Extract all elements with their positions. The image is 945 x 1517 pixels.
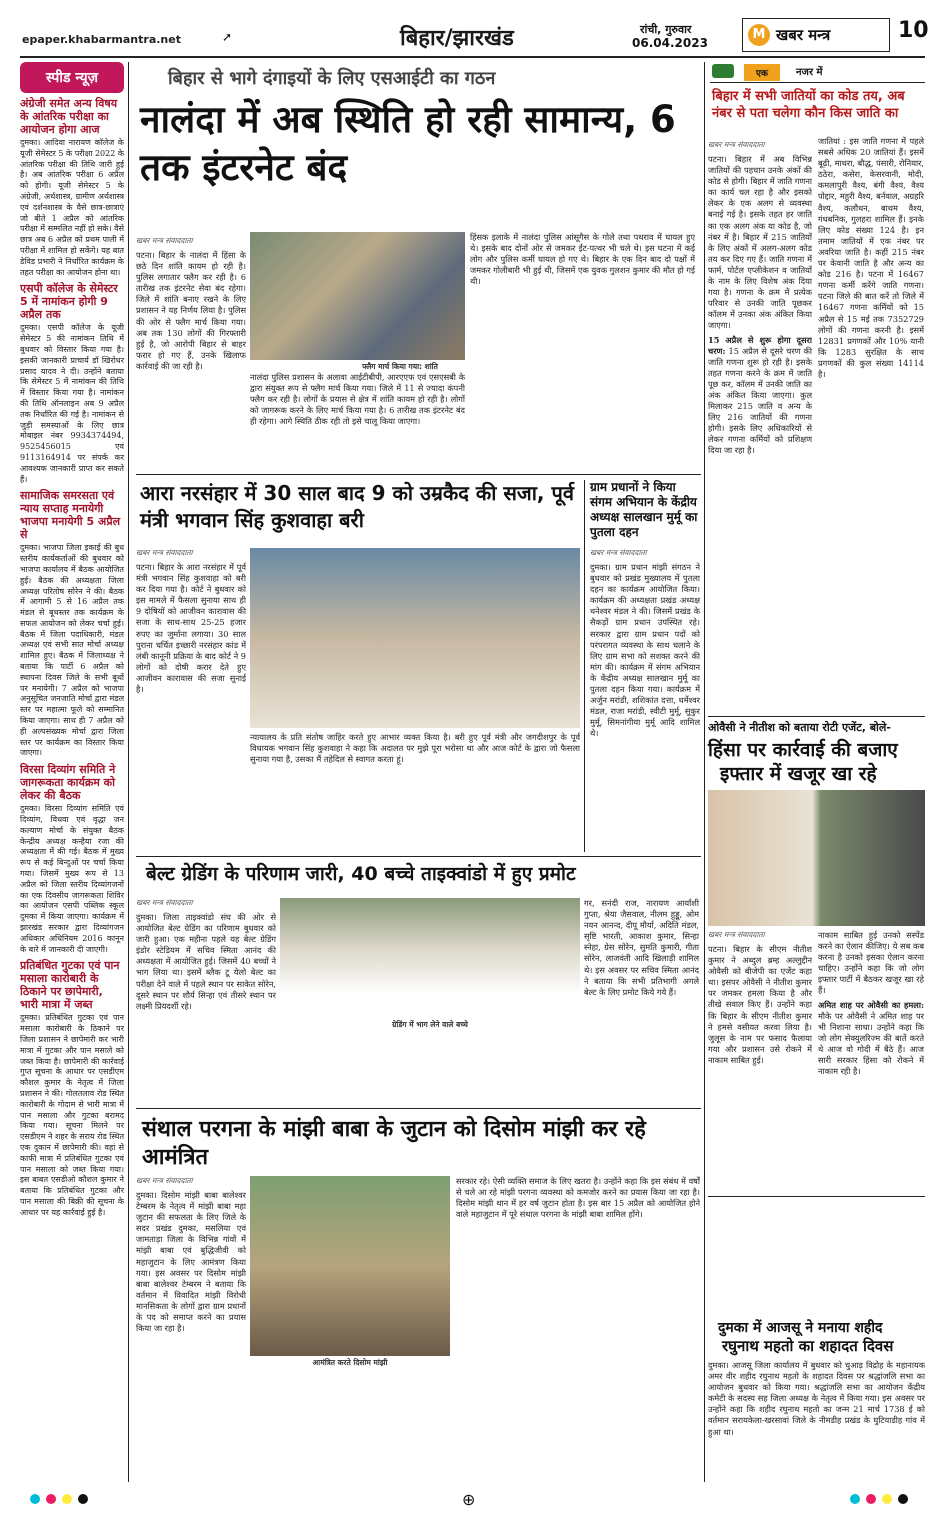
footer-registration-marks: [0, 1490, 945, 1510]
gram-text: दुमका। ग्राम प्रधान मांझी संगठन ने बुधवार को प्रखंड मुख्यालय में पुतला दहन का कार्यक्रम आयोजित किया। कार्यक्रम की अध्यक्षता प्रखंड अध्यक्ष धनेश्वर मंडल ने की। जिसमें प्रखंड के सैकड़ों ग्राम प्रधान उपस्थित रहे। सरकार द्वारा ग्राम प्रधान पदों को परंपरागत व्यवस्था के साथ चलाने के लिए ग्राम सभा को सशक्त करने की मांग की। कार्यक्रम में संगम अभियान के केंद्रीय अध्यक्ष सालखान मुर्मू का पुतला दहन किया गया। कार्यक्रम में अर्जुन मरांडी, शशिकांत दत्ता, धर्मेश्वर मंडल, राजा मरांडी, स्वीटी मुर्मू, सुकुर मुर्मू, सिमनांगीया मुर्मू आदि शामिल थे।: [590, 562, 700, 739]
speed-item-1: अंग्रेजी समेत अन्य विषय के आंतरिक परीक्षा का आयोजन होगा आज दुमका। आदिवा नारायण कॉलेज के यूजी सेमेस्टर 5 के परीक्षा 2022 के आंतरिक परीक्षा की तिथि जारी हुई है। अब आंतरिक परीक्षा 6 अप्रैल को होगी। यूजी सेमेस्टर 5 के अंग्रेजी, अर्थशास्त्र, ग्रामीण अर्थशास्त्र एवं दर्शनशास्त्र के वैसे छात्र-छात्राएं जो बीते 1 अप्रैल को आंतरिक परीक्षा में सम्मलित नहीं हो सके। वैसे छात्र अब 6 अप्रैल को प्रथम पाली में परीक्षा में शामिल हो सकेंगे। यह बात डेविड प्रभारी ने निर्धारित कार्यक्रम के तहत परीक्षा का आयोजन होना था।: [20, 97, 124, 277]
belt-caption: ग्रेडिंग में भाग लेने वाले बच्चे: [392, 1020, 468, 1029]
ara-byline: खबर मन्त्र संवाददाता: [136, 548, 193, 557]
ara-col1: पटना। बिहार के आरा नरसंहार में पूर्व मंत्री भगवान सिंह कुशवाहा को बरी कर दिया गया है। कोर्ट ने बुधवार को इस मामले में फैसला सुनाया साथ ही 9 दोषियों को आजीवन कारावास की सजा के साथ-साथ 25-25 हजार रुपए का जुर्माना लगाया। 30 साल पुराना चर्चित इच्छारी नरसंहार कांड में लंबी कानूनी प्रक्रिया के बाद कोर्ट ने 9 लोगों को दोषी करार देते हुए आजीवन कारावास की सजा सुनाई है।: [136, 562, 246, 695]
city-day: रांची, गुरुवार: [640, 23, 692, 36]
santhal-col2: सरकार रहे। ऐसी व्यक्ति समाज के लिए खतरा है। उन्होंने कहा कि इस संबंध में वर्षों से चले आ रहे मांझी परगना व्यवस्था को कमजोर करने का प्रयास किया जा रहा है। दिसोम मांझी थान में हर वर्ष जुटान होता है। इस बार 15 अप्रैल को आयोजित होने वाले महाजुटान में पूरे संथाल परगना के मांझी बाबा शामिल होंगे।: [456, 1176, 700, 1220]
owaisi-headline-2: हिंसा पर कार्रवाई की बजाए: [708, 739, 898, 761]
speed-item-4: विरसा दिव्यांग समिति ने जागरूकता कार्यक्रम को लेकर की बैठक दुमका। विरसा दिव्यांग समिति एवं दिव्यांग, विधवा एवं वृद्धा जन कल्याण मोर्चा के संयुक्त बैठक केन्द्रीय अध्यक्ष कन्हैया रजा की अध्यक्षता में की गई। बैठक में मुख्य रूप से कई बिन्दुओं पर चर्चा किया गया। जिसमें मुख्य रूप से 13 अप्रैल को जिला स्तरीय दिव्यांगजनों का एक दिवसीय जागरूकता शिविर का आयोजन एसपी पब्लिक स्कूल दुमका में किया जाएगा। कार्यक्रम में झारखंड सरकार द्वारा दिव्यांगजन अधिकार अधिनियम 2016 कानून के बारे में जानकारी दी जाएगी।: [20, 763, 124, 954]
owaisi-photo: [708, 790, 925, 926]
header-bar: [0, 0, 945, 58]
top-story-col3: हिंसक इलाके में नालंदा पुलिस आंसूगैस के गोले तथा पथराव में घायल हुए थे। इसके बाद दोनों ओर से जमकर ईंट-पत्थर भी चले थे। इस घटना में कई लोग और पुलिस कर्मी घायल हो गए थे। बिहार के एक दिन बाद दो पक्षों में जमकर गोलीबारी भी हुई थी, जिसमें एक युवक गुलशन कुमार की मौत हो गई थी।: [470, 232, 695, 287]
color-dot: [78, 1494, 88, 1504]
owaisi-rule: [708, 1196, 925, 1197]
color-dot: [30, 1494, 40, 1504]
cursor-icon: ➚: [222, 30, 233, 44]
raghunath-headline-2: रघुनाथ महतो का शहादत दिवस: [722, 1337, 894, 1355]
brand-name: खबर मन्त्र: [776, 26, 831, 44]
page-number: 10: [898, 18, 929, 43]
owaisi-headline-3: इफ्तार में खजूर खा रहे: [720, 763, 877, 785]
santhal-col1: दुमका। दिसोम मांझी बाबा बालेश्वर टेम्बरम के नेतृत्व में मांझी बाबा महा जुटान की सफलता के लिए जिले के सदर प्रखंड दुमका, मसलिया एवं जामताड़ा जिला के विभिन्न गांवों में मांझी बाबा एवं बुद्धिजीवी को महाजुटान के लिए आमंत्रण किया गया। इस अवसर पर दिसोम मांझी बाबा बालेश्वर टेम्बरम ने बताया कि वर्तमान में विवादित मांझी विरोधी मानसिकता के लोगों द्वारा ग्राम प्रधानों के पद को समाप्त करने का प्रयास किया जा रहा है।: [136, 1190, 246, 1334]
tag-ek: एक: [744, 64, 780, 81]
caste-headline: बिहार में सभी जातियों का कोड तय, अब नंबर से पता चलेगा कौन किस जाति का: [712, 89, 905, 121]
tag-rule: [710, 82, 925, 83]
speed-news-badge: स्पीड न्यूज़: [20, 62, 124, 93]
right-divider: [704, 62, 705, 1482]
tag-nazar: नजर में: [796, 67, 823, 78]
ara-rule: [136, 856, 701, 857]
caste-rule: [708, 716, 925, 717]
speed-item-2: एसपी कॉलेज के सेमेस्टर 5 में नामांकन होगी 9 अप्रैल तक दुमका। एसपी कॉलेज के यूजी सेमेस्टर 5 की नामांकन तिथि में बुधवार को विस्तार किया गया है। इसकी जानकारी प्राचार्य डॉ खिरोधर प्रसाद यादव ने दी। उन्होंने बताया कि सेमेस्टर 5 में नामांकन की तिथि में विस्तार किया गया है। नामांकन की तिथि ऑनलाइन अब 9 अप्रैल तक निर्धारित की गई है। नामांकन से जुड़ी समस्याओं के लिए छात्र मोबाइल नंबर 9934374494, 9525456015 एवं 9113164914 पर संपर्क कर आवश्यक जानकारी प्राप्त कर सकते हैं।: [20, 282, 124, 484]
top-story-byline: खबर मन्त्र संवाददाता: [136, 236, 193, 245]
owaisi-col2: नाकाम साबित हुई उनको सस्पेंड करने का ऐलान कीजिए। ये सब कब करना है उनको इसका ऐलान करना चाहिए। उन्होंने कहा कि जो लोग इफ्तार पार्टी में बैठकर खजूर खा रहे हैं। अमित शाह पर ओवैसी का हमला: मौके पर ओवैसी ने अमित शाह पर भी निशाना साधा। उन्होंने कहा कि जो लोग सेक्युलरिज्म की बातें करते थे आज वो गोदी में बैठे हैं। आज सारी सरकार हिंसा को रोकने में नाकाम रही है।: [818, 930, 924, 1077]
gram-byline: खबर मन्त्र संवाददाता: [590, 548, 647, 557]
speed-divider: [128, 62, 129, 1482]
brand-logo-icon: M: [748, 24, 770, 46]
color-dot: [898, 1494, 908, 1504]
owaisi-headline-1: ओवैसी ने नीतीश को बताया रोटी एजेंट, बोले-: [708, 721, 891, 734]
top-story-rule: [136, 474, 701, 475]
top-story-col2: नालंदा पुलिस प्रशासन के अलावा आईटीबीपी, आरएएफ एवं एसएसबी के द्वारा संयुक्त रूप से फ्लैग मार्च किया गया। जिले में 11 से ज्यादा कंपनी फ्लैग कर रही है। लोगों के प्रयास से क्षेत्र में शांति कायम हो रही है। लोगों को जागरूक करने के लिए मार्च किया गया है। 6 तारीख तक इंटरनेट बंद ही रहेगा। आगे स्थिति ठीक रही तो इसे चालू किया जाएगा।: [250, 372, 465, 427]
caste-byline: खबर मन्त्र संवाददाता: [708, 140, 765, 149]
ara-divider: [584, 480, 585, 852]
raghunath-text: दुमका। आजसू जिला कार्यालय में बुधवार को चुआड़ विद्रोह के महानायक अमर वीर शहीद रघुनाथ महतो के शहादत दिवस पर श्रद्धांजलि सभा का आयोजन बुधवार को किया गया। श्रद्धांजलि सभा का आयोजन केंद्रीय कमेटी के सदस्य सह जिला अध्यक्ष के नेतृत्व में किया गया। इस अवसर पर उन्होंने कहा कि शहीद रघुनाथ महतो का जन्म 21 मार्च 1738 ई को वर्तमान सरायकेला-खरसावां जिले के नीमडीह प्रखंड के घुटियाडीह गांव में हुआ था।: [708, 1360, 925, 1437]
color-dot: [850, 1494, 860, 1504]
belt-col1: दुमका। जिला ताइक्वांडो संघ की ओर से आयोजित बेल्ट ग्रेडिंग का परिणाम बुधवार को जारी हुआ। एक महीना पहले यह बेल्ट ग्रेडिंग इंडोर स्टेडियम में सचिव स्मिता आनंद की अध्यक्षता में आयोजित हुई। जिसमें 40 बच्चों ने भाग लिया था। इसमें ब्लैक टू येलो बेल्ट का परीक्षा देने वाले में पहले स्थान पर साकेत सोरेन, दूसरे स्थान पर शौर्य सिन्हा एवं तीसरे स्थान पर लक्ष्मी प्रियदर्शी रहे।: [136, 912, 276, 1011]
section-title: बिहार/झारखंड: [400, 26, 514, 51]
tag-new-icon: [712, 64, 734, 78]
belt-rule: [136, 1108, 701, 1109]
belt-photo: [280, 898, 580, 1018]
owaisi-byline: खबर मन्त्र संवाददाता: [708, 930, 765, 939]
ara-photo: [250, 548, 580, 728]
belt-col2: गर, सनंदी राज, नारायण आर्यांशी गुप्ता, श्रेया जैसवाल, नीलम हुड्डू, ओम नयन आनन्द, दीपू मौर्या, अदिति मंडल, सृष्टि भारती, आकाश कुमार, सिन्हा स्नेहा, ग्रेस सोरेन, सुमति कुमारी, गीता सोरेन, लाजवंती आदि खिलाड़ी शामिल थे। इस अवसर पर सचिव स्मिता आनंद ने बताया कि सभी प्रतिभागी अगले बेल्ट के लिए प्रमोट किये गये हैं।: [584, 898, 699, 997]
top-story-col1: पटना। बिहार के नालंदा में हिंसा के छठे दिन शांति कायम हो रही है। पुलिस लगातार फ्लैग कर रही है। 6 तारीख तक इंटरनेट सेवा बंद रहेगा। जिले में शांति बनाए रखने के लिए प्रशासन ने यह निर्णय लिया है। पुलिस की ओर से फ्लैग मार्च किया गया। अब तक 130 लोगों की गिरफ्तारी हुई है, जो आरोपी बिहार से बाहर फरार हो गए हैं, उनके खिलाफ कार्रवाई की जा रही है।: [136, 250, 246, 371]
speed-item-5: प्रतिबंधित गुटका एवं पान मसाला कारोबारी के ठिकाने पर छापेमारी, भारी मात्रा में जब्त दुमका। प्रतिबंधित गुटका एवं पान मसाला कारोबारी के ठिकाने पर जिला प्रशासन ने छापेमारी कर भारी मात्रा में गुटका और पान मसाले को जब्त किया है। छापेमारी की कार्रवाई गुप्त सूचना के आधार पर एसडीएम कौशल कुमार के नेतृत्व में जिला प्रशासन ने की। गोलतलाव रोड स्थित कारोबारी के गोदाम से भारी मात्रा में पान मसाला और गुटका बरामद किया गया। सूचना मिलने पर एसडीएम ने शहर के सराय रोड स्थित एक दुकान में छापेमारी की। वहां से काफी मात्रा में प्रतिबंधित गुटका एवं पान मसाला को जब्त किया गया। इस बाबत एसडीओ कौशल कुमार ने बताया कि प्रतिबंधित गुटका और पान मसाला की बिक्री की सूचना के आधार पर यह कार्रवाई हुई है।: [20, 959, 124, 1217]
color-dot: [882, 1494, 892, 1504]
belt-byline: खबर मन्त्र संवाददाता: [136, 898, 193, 907]
ara-col2: न्यायालय के प्रति संतोष जाहिर करते हुए आभार व्यक्त किया है। बरी हुए पूर्व मंत्री और जगदीशपुर के पूर्व विधायक भगवान सिंह कुशवाहा ने कहा कि अदालत पर मुझे पूरा भरोसा था और आज कोर्ट के द्वारा जो फैसला सुनाया गया है, उसका मैं तहेदिल से स्वागत करता हूं।: [250, 732, 580, 765]
header-rule: [20, 56, 925, 58]
top-story-caption: फ्लैग मार्च किया गया: शांति: [362, 362, 438, 371]
caste-col1: पटना। बिहार में अब विभिन्न जातियों की पहचान उनके अंकों की कोड से होगी। बिहार में जाति गणना का कार्य चल रहा है और इसको लेकर के एक अलग से व्यवस्था बनाई गई है। इसके तहत हर जाति का एक अलग अंक या कोड है, जो नंबर में है। बिहार में 215 जातियों के लिए अंकों में अलग-अलग कोड तय कर दिए गए हैं। जाति गणना में फार्म, पोर्टल एप्लीकेशन व जातियों के नाम के लिए विशेष अंक दिया गया है। गणना के क्रम में प्रत्येक परिवार से उनकी जाति पूछकर कॉलम में उनका अंक अंकित किया जाएगा। 15 अप्रैल से शुरू होगा दूसरा चरण: 15 अप्रैल से दूसरे चरण की जाति गणना शुरू हो रही है। इसके तहत गणना करने के क्रम में जाति पूछ कर, कॉलम में उनकी जाति का अंक अंकित किया जाएगा। कुल मिलाकर 215 जाति व अन्य के लिए 216 जातियों की गणना होगी। इसके लिए अधिकारियों से लेकर गणना कर्मियों को प्रशिक्षण दिया जा रहा है।: [708, 154, 812, 456]
santhal-photo: [250, 1176, 450, 1356]
caste-col2: जातियां : इस जाति गणना में पहले सबसे अधिक 20 जातियां हैं। इसमें बूढ़ी, माथरा, बौद्ध, पंसारी, रोनियार, ठठेरा, कसेरा, केसरवानी, मोदी, कमलापुरी वैश्य, बंगी वैश्य, वैश्य पोद्दार, महुरी वैश्य, बर्नवाल, अग्रहरि वैश्य, कलौधन, बाथम वैश्य, गंधबनिक, गुलहरा शामिल हैं। इनके लिए कोड संख्या 124 है। इन तमाम जातियों में एक नंबर पर अवरिया जाति है। कहीं 215 नंबर पर केवानी जाति है और अन्य का कोड 216 है। पटना में 16467 गणना कर्मी करेंगे जाति गणना। पटना जिले की बात करें तो जिले में 16467 गणना कर्मियों को 15 अप्रैल से 15 मई तक 7352729 लोगों की गणना करनी है। इसमें 12831 प्रगणकों और 10% यानी कि 1283 सुरक्षित के साथ प्रगणकों की कुल संख्या 14114 है।: [818, 136, 924, 379]
top-story-headline: नालंदा में अब स्थिति हो रही सामान्य, 6 तक इंटरनेट बंद: [140, 98, 676, 189]
speed-news-column: [20, 62, 124, 1482]
top-story-kicker: बिहार से भागे दंगाइयों के लिए एसआईटी का गठन: [168, 68, 496, 89]
top-story-photo: [250, 232, 465, 360]
issue-date: 06.04.2023: [632, 36, 708, 50]
gram-headline: ग्राम प्रधानों ने किया संगम अभियान के केंद्रीय अध्यक्ष सालखान मुर्मू का पुतला दहन: [590, 480, 698, 539]
website-url[interactable]: epaper.khabarmantra.net: [22, 33, 181, 46]
color-dot: [46, 1494, 56, 1504]
registration-icon: ⊕: [462, 1490, 476, 1509]
santhal-caption: आमंत्रित करते दिसोम मांझी: [312, 1358, 388, 1367]
raghunath-headline-1: दुमका में आजसू ने मनाया शहीद: [718, 1320, 883, 1336]
santhal-byline: खबर मन्त्र संवाददाता: [136, 1176, 193, 1185]
santhal-headline: संथाल परगना के मांझी बाबा के जुटान को दिसोम मांझी कर रहे आमंत्रित: [142, 1117, 646, 1170]
color-dot: [866, 1494, 876, 1504]
ara-headline: आरा नरसंहार में 30 साल बाद 9 को उम्रकैद की सजा, पूर्व मंत्री भगवान सिंह कुशवाहा बरी: [140, 481, 574, 532]
owaisi-col1: पटना। बिहार के सीएम नीतीश कुमार ने अब्दुल ब्रम्ह अल्लुद्दीन ओवैसी को बीजेपी का एजेंट कहा था। इसपर ओवैसी ने नीतीश कुमार पर जमकर हमला किया है और तीखे सवाल किए हैं। उन्होंने कहा कि बिहार के सीएम नीतीश कुमार ने हमसे वसीयत करवा लिया है। जुलूस के नाम पर फसाद फैलाया गया और प्रशासन उसे रोकने में नाकाम साबित हुई।: [708, 944, 812, 1065]
color-dot: [62, 1494, 72, 1504]
belt-headline: बेल्ट ग्रेडिंग के परिणाम जारी, 40 बच्चे ताइक्वांडो में हुए प्रमोट: [146, 863, 576, 885]
speed-item-3: सामाजिक समरसता एवं न्याय सप्ताह मनायेगी भाजपा मनायेगी 5 अप्रैल से दुमका। भाजपा जिला इकाई की बुध स्तरीय कार्यकर्ताओं की बुधवार को भाजपा कार्यालय में बैठक आयोजित हुई। बैठक की अध्यक्षता जिला अध्यक्ष परितोष सोरेन ने की। बैठक में आगामी 5 से 16 अप्रैल तक मंडल से बूथस्तर तक कार्यक्रम के सफल आयोजन को लेकर चर्चा हुई। बैठक में जिला पदाधिकारी, मंडल अध्यक्ष एवं सभी सात मोर्चा अध्यक्ष शामिल हुए। बैठक में जिलाध्यक्ष ने बताया कि पार्टी 6 अप्रैल को स्थापना दिवस जिले के सभी बूथों पर मनायेगी। 7 अप्रैल को भाजपा अनुसूचित जनजाति मोर्चा द्वारा मंडल स्तर पर महात्मा फूले को सम्मानित किया जाएगा। साथ ही 7 अप्रैल को ही अल्पसंख्यक मोर्चा द्वारा जिला स्तर पर कार्यक्रम का विस्तार किया जाएगा।: [20, 489, 124, 758]
